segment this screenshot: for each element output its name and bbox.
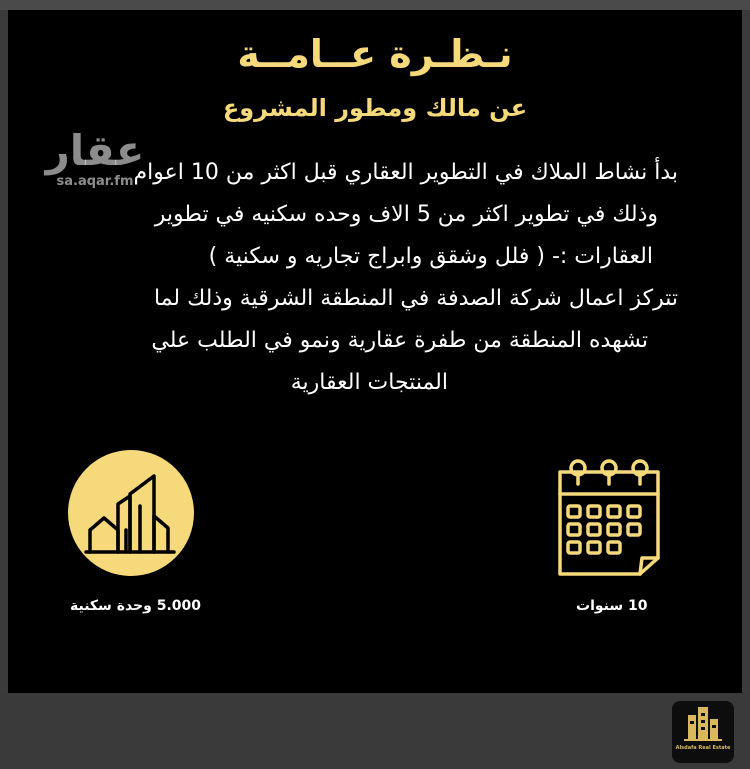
buildings-icon [68,450,194,576]
page-title: نـظـرة عــامــة [237,32,513,76]
poster [8,10,742,693]
aqar-watermark [30,128,160,190]
watermark-logo: عقار [45,126,145,175]
years-stat: 10 سنوات [576,598,648,614]
description-line: العقارات :- ( فلل وشقق وابراج تجاريه و سكنية ) [208,244,653,269]
calendar-icon [554,458,664,580]
page-subtitle: عن مالك ومطور المشروع [222,94,528,122]
building-logo-icon [672,701,734,745]
brand-logo [672,701,734,763]
watermark-url: sa.aqar.fm [56,174,134,189]
description-line: وذلك في تطوير اكثر من 5 الاف وحده سكنيه في تطوير [154,202,658,227]
footer-bar [0,693,750,769]
description-line: تتركز اعمال شركة الصدفة في المنطقة الشرقية وذلك لما [153,286,678,311]
description-line: المنتجات العقارية [290,370,448,395]
description-line: بدأ نشاط الملاك في التطوير العقاري قبل اكثر من 10 اعوام [133,160,678,185]
residential-units-stat: 5.000 وحدة سكنية [70,598,202,614]
brand-text: Alsdafa Real Estate [675,745,731,751]
description-line: تشهده المنطقة من طفرة عقارية ونمو في الطلب علي [151,328,648,353]
screen-top-bar [0,0,750,10]
